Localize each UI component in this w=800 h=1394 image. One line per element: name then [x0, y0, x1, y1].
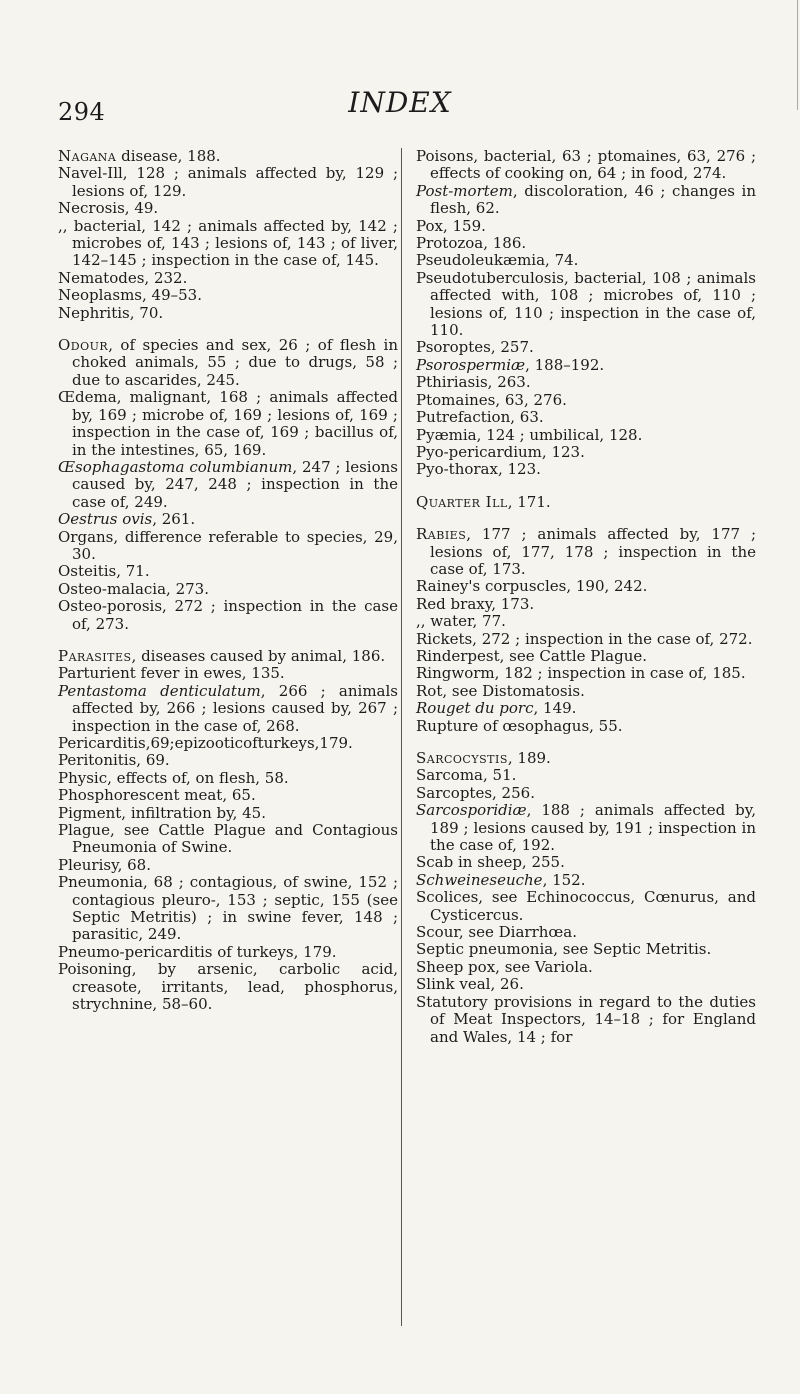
index-entry	[416, 235, 756, 252]
index-entry-text: Organs, difference referable to species, 29, 30.	[58, 527, 398, 563]
index-entry-text: Scolices, see Echinococcus, Cœnurus, and Cysticercus.	[416, 888, 756, 924]
index-entry	[416, 854, 756, 871]
index-entry-text: Phosphorescent meat, 65.	[58, 786, 256, 805]
index-entry-text: Pseudotuberculosis, bacterial, 108 ; animals affected with, 108 ; microbes of, 110 ; lesions of, 110 ; inspection in the case of, 110.	[416, 268, 756, 340]
index-entry-text: , 188 ; animals affected by, 189 ; lesions caused by, 191 ; inspection in the case of, 192.	[430, 801, 756, 855]
column-divider	[401, 148, 402, 1326]
index-entry	[58, 944, 398, 961]
index-entry-text: Peritonitis, 69.	[58, 751, 170, 770]
index-entry	[58, 874, 398, 944]
index-entry-heading: Rabies	[416, 525, 467, 544]
index-entry	[58, 648, 398, 665]
index-entry-text: Rinderpest, see Cattle Plague.	[416, 646, 648, 665]
index-entry-text: , 247 ; lesions caused by, 247, 248 ; inspection in the case of, 249.	[72, 457, 398, 511]
index-entry-text: ,, water, 77.	[416, 612, 506, 631]
index-entry	[416, 700, 756, 717]
index-entry-heading: Sarcocystis	[416, 749, 508, 767]
index-entry-text: Pneumo-pericarditis of turkeys, 179.	[58, 942, 337, 961]
index-entry	[58, 770, 398, 787]
index-entry-text: Scab in sheep, 255.	[416, 853, 565, 872]
index-entry	[58, 665, 398, 682]
index-entry	[416, 596, 756, 613]
index-entry-text: Poisoning, by arsenic, carbolic acid, creasote, irritants, lead, phosphorus, strychnine, 58–60.	[58, 960, 398, 1014]
index-entry	[58, 148, 398, 165]
index-entry	[416, 444, 756, 461]
index-entry-heading: Parasites	[58, 646, 132, 665]
index-entry-text: Pyo-pericardium, 123.	[416, 442, 585, 461]
index-entry-text: , 171.	[507, 492, 551, 511]
index-entry	[58, 857, 398, 874]
index-entry-text: Rupture of œsophagus, 55.	[416, 716, 623, 735]
index-entry-text: Sheep pox, see Variola.	[416, 957, 593, 976]
index-entry	[416, 427, 756, 444]
index-entry-text: Neoplasms, 49–53.	[58, 286, 202, 305]
index-entry-text: Œdema, malignant, 168 ; animals affected by, 169 ; microbe of, 169 ; lesions of, 169 ; inspection in the case of, 169 ; bacillus of, in the intestines, 65, 169.	[58, 388, 398, 459]
index-entry-text: Physic, effects of, on flesh, 58.	[58, 768, 289, 787]
index-entry	[58, 165, 398, 200]
index-entry-text: Scour, see Diarrhœa.	[416, 923, 577, 942]
index-entry	[416, 578, 756, 595]
index-entry	[58, 735, 398, 752]
index-entry	[416, 461, 756, 478]
index-entry-text: Slink veal, 26.	[416, 975, 524, 994]
index-entry-text: Putrefaction, 63.	[416, 408, 544, 427]
index-entry-text: Pneumonia, 68 ; contagious, of swine, 152 ; contagious pleuro-, 153 ; septic, 155 (see Septic Metritis) ; in swine fever, 148 ; parasitic, 249.	[58, 873, 398, 944]
index-entry	[58, 200, 398, 217]
index-entry	[416, 924, 756, 941]
index-entry-heading: Sarcosporidiæ	[416, 801, 527, 820]
index-entry	[416, 767, 756, 784]
index-entry-text: Protozoa, 186.	[416, 234, 527, 253]
index-entry-text: , 152.	[542, 870, 586, 889]
index-entry	[416, 183, 756, 218]
index-entry	[416, 750, 756, 767]
index-entry-heading: Schweineseuche	[416, 870, 543, 889]
index-entry	[416, 648, 756, 665]
index-entry-text: Sarcoptes, 256.	[416, 783, 535, 802]
index-entry	[58, 563, 398, 580]
index-entry-heading: Oestrus ovis	[58, 510, 153, 529]
index-entry-text: , 177 ; animals affected by, 177 ; lesions of, 177, 178 ; inspection in the case of, 173.	[430, 525, 756, 578]
index-entry-text: , 149.	[533, 699, 577, 718]
index-column-right	[416, 148, 756, 1046]
index-entry	[58, 752, 398, 769]
index-entry-text: disease, 188.	[116, 147, 221, 165]
index-entry	[416, 718, 756, 735]
index-entry-heading: Psorospermiæ	[416, 355, 526, 374]
index-entry-heading: Rouget du porc	[416, 699, 534, 718]
index-entry-text: Rot, see Distomatosis.	[416, 681, 585, 700]
index-entry-text: Osteitis, 71.	[58, 562, 150, 581]
index-entry-text: , 189.	[507, 749, 551, 767]
index-entry	[58, 459, 398, 511]
index-entry-heading: Œsophagastoma columbianum	[58, 457, 293, 476]
index-entry-text: Parturient fever in ewes, 135.	[58, 664, 285, 683]
index-entry	[416, 959, 756, 976]
index-entry	[416, 409, 756, 426]
index-entry	[416, 683, 756, 700]
index-entry	[416, 374, 756, 391]
index-entry	[416, 252, 756, 269]
index-entry-heading: Odour	[58, 336, 109, 355]
index-entry	[416, 665, 756, 682]
index-entry-text: Rickets, 272 ; inspection in the case of, 272.	[416, 629, 753, 648]
index-entry-text: Osteo-malacia, 273.	[58, 579, 209, 598]
index-entry	[416, 218, 756, 235]
index-entry	[416, 802, 756, 854]
index-entry	[416, 392, 756, 409]
index-entry	[416, 148, 756, 183]
index-entry	[58, 822, 398, 857]
index-column-left	[58, 148, 398, 1014]
index-entry-text: Pyo-thorax, 123.	[416, 460, 541, 479]
index-entry	[58, 787, 398, 804]
index-entry	[58, 805, 398, 822]
index-entry	[416, 613, 756, 630]
index-entry	[58, 389, 398, 459]
index-entry	[58, 683, 398, 735]
index-entry-text: Poisons, bacterial, 63 ; ptomaines, 63, 276 ; effects of cooking on, 64 ; in food, 274.	[416, 147, 756, 183]
index-entry-text: Sarcoma, 51.	[416, 766, 517, 785]
index-entry-text: Ptomaines, 63, 276.	[416, 390, 567, 409]
index-entry-text: Pyæmia, 124 ; umbilical, 128.	[416, 425, 643, 444]
index-entry-text: Navel-Ill, 128 ; animals affected by, 129 ; lesions of, 129.	[58, 164, 398, 200]
index-entry-text: , diseases caused by animal, 186.	[131, 646, 386, 665]
index-entry	[58, 511, 398, 528]
index-entry-heading: Post-mortem	[416, 181, 513, 200]
index-entry	[416, 339, 756, 356]
index-entry-text: , discoloration, 46 ; changes in flesh, 62.	[430, 181, 756, 218]
index-entry-text: Pleurisy, 68.	[58, 855, 151, 874]
index-entry-text: Nematodes, 232.	[58, 268, 188, 287]
index-entry	[416, 785, 756, 802]
index-entry	[58, 270, 398, 287]
index-entry	[58, 218, 398, 270]
index-entry-text: Pox, 159.	[416, 216, 486, 235]
index-entry-text: Rainey's corpuscles, 190, 242.	[416, 577, 648, 596]
index-entry	[58, 529, 398, 564]
index-entry-text: , 261.	[152, 510, 196, 529]
index-entry	[416, 941, 756, 958]
index-entry-text: Plague, see Cattle Plague and Contagious Pneumonia of Swine.	[58, 821, 398, 857]
index-entry	[416, 526, 756, 578]
index-entry	[58, 961, 398, 1013]
index-entry-text: , of species and sex, 26 ; of flesh in choked animals, 55 ; due to drugs, 58 ; due to ascarides, 245.	[72, 336, 398, 389]
index-entry-text: Ringworm, 182 ; inspection in case of, 185.	[416, 664, 746, 683]
running-title: INDEX	[348, 86, 452, 119]
index-entry	[416, 270, 756, 340]
index-entry	[416, 889, 756, 924]
index-entry	[416, 994, 756, 1046]
index-entry-text: Pericarditis,69;epizooticofturkeys,179.	[58, 734, 353, 752]
index-entry	[58, 337, 398, 389]
page-number: 294	[58, 98, 106, 126]
index-entry	[58, 287, 398, 304]
index-entry-text: Statutory provisions in regard to the duties of Meat Inspectors, 14–18 ; for England and Wales, 14 ; for	[416, 992, 756, 1046]
index-entry-heading: Nagana	[58, 147, 117, 165]
index-entry-text: Osteo-porosis, 272 ; inspection in the case of, 273.	[58, 597, 398, 633]
index-entry	[58, 305, 398, 322]
index-entry-text: , 266 ; animals affected by, 266 ; lesions caused by, 267 ; inspection in the case of, 268.	[72, 681, 398, 735]
index-entry-text: Necrosis, 49.	[58, 199, 159, 218]
index-entry-text: Pseudoleukæmia, 74.	[416, 251, 579, 270]
index-entry-text: ,, bacterial, 142 ; animals affected by, 142 ; microbes of, 143 ; lesions of, 143 ; of liver, 142–145 ; inspection in the case of, 145.	[58, 216, 398, 270]
index-entry-text: Nephritis, 70.	[58, 303, 164, 322]
index-entry-text: Pigment, infiltration by, 45.	[58, 803, 266, 822]
index-entry-text: Pthiriasis, 263.	[416, 373, 531, 392]
index-entry	[416, 631, 756, 648]
index-entry	[58, 581, 398, 598]
index-entry	[416, 357, 756, 374]
index-entry	[58, 598, 398, 633]
index-entry-heading: Quarter Ill	[416, 492, 508, 511]
index-entry	[416, 976, 756, 993]
index-entry	[416, 494, 756, 511]
index-entry-text: Red braxy, 173.	[416, 594, 535, 613]
index-entry-text: Psoroptes, 257.	[416, 338, 534, 357]
index-entry-text: Septic pneumonia, see Septic Metritis.	[416, 940, 712, 959]
index-entry	[416, 872, 756, 889]
index-entry-text: , 188–192.	[525, 355, 605, 374]
index-entry-heading: Pentastoma denticulatum	[58, 681, 261, 700]
